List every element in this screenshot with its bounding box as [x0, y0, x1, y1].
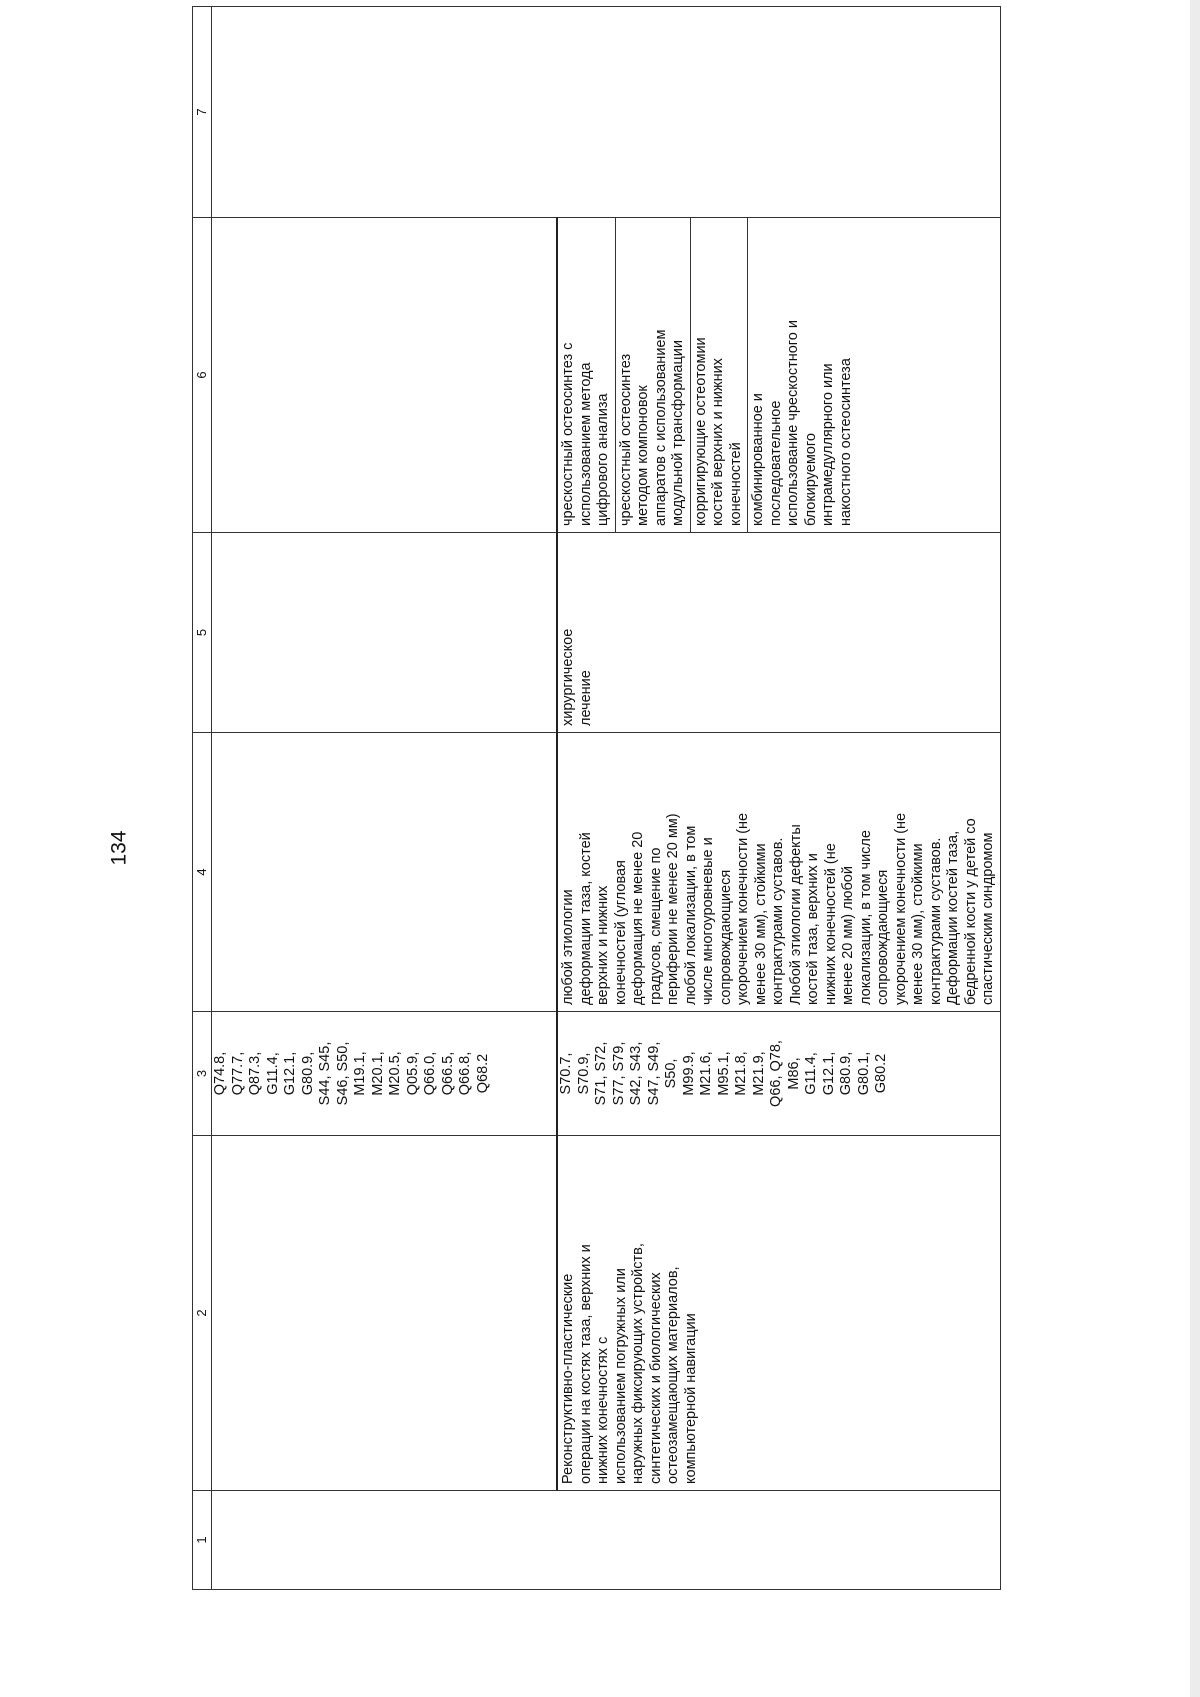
treatment-cell-empty	[212, 533, 558, 733]
table-row	[212, 7, 558, 1590]
header-col-2: 2	[193, 1136, 212, 1491]
header-col-5: 5	[193, 533, 212, 733]
method-cell-empty	[212, 218, 558, 533]
method-item: комбинированное и последовательное использование чрескостного и блокируемого интрамедуллярного или накостного остеосинтеза	[750, 320, 854, 526]
rotated-table-container	[192, 70, 1080, 1590]
method-item: корригирующие остеотомии костей верхних и нижних конечностей	[693, 218, 749, 532]
header-col-3: 3	[193, 1012, 212, 1136]
codes-cell: S70.7, S70.9, S71, S72, S77, S79, S42, S43, S47, S49, S50, M99.9, M21.6, M95.1, M21.8, M21.9, Q66, Q78, M86, G11.4, G12.1, G80.9, G80.1, G80.2	[557, 1012, 1000, 1136]
method-item: чрескостный остеосинтез с использованием метода цифрового анализа	[560, 218, 616, 532]
treatment-method-cell	[557, 218, 1000, 533]
header-row	[193, 7, 212, 1590]
page-number: 134	[107, 830, 131, 866]
row-number-cell	[212, 1491, 1001, 1590]
header-col-6: 6	[193, 218, 212, 533]
description-cell: Реконструктивно-пластические операции на костях таза, верхних и нижних конечностях с использованием погружных или наружных фиксирующих устройств, синтетических и биологических остеозамещающих материалов, компьютерной навигации	[557, 1136, 1000, 1491]
model-cell-empty	[212, 733, 558, 1012]
tariff-cell	[212, 7, 1001, 218]
codes-cell: Q74.8, Q77.7, Q87.3, G11.4, G12.1, G80.9, S44, S45, S46, S50, M19.1, M20.1, M20.5, Q05.9, Q66.0, Q66.5, Q66.8, Q68.2	[212, 1012, 558, 1136]
procedures-table	[192, 6, 1001, 1590]
header-col-1: 1	[193, 1491, 212, 1590]
header-col-4: 4	[193, 733, 212, 1012]
scan-edge-shade	[1190, 0, 1200, 1697]
patient-model-cell: любой этиологии деформации таза, костей верхних и нижних конечностей (угловая деформация не менее 20 градусов, смещение по периферии не менее 20 мм) любой локализации, в том числе многоуровневые и сопровождающиеся укорочением конечности (не менее 30 мм), стойкими контрактурами суставов. Любой этиологии дефекты костей таза, верхних и нижних конечностей (не менее 20 мм) любой локализации, в том числе сопровождающиеся укорочением конечности (не менее 30 мм), стойкими контрактурами суставов. Деформации костей таза, бедренной кости у детей со спастическим синдромом	[557, 733, 1000, 1012]
method-item: чрескостный остеосинтез методом компоновок аппаратов с использованием модульной трансформации	[618, 218, 691, 532]
treatment-type-cell: хирургическое лечение	[557, 533, 1000, 733]
description-cell-empty	[212, 1136, 558, 1491]
header-col-7: 7	[193, 7, 212, 218]
table-row	[557, 7, 1000, 1590]
